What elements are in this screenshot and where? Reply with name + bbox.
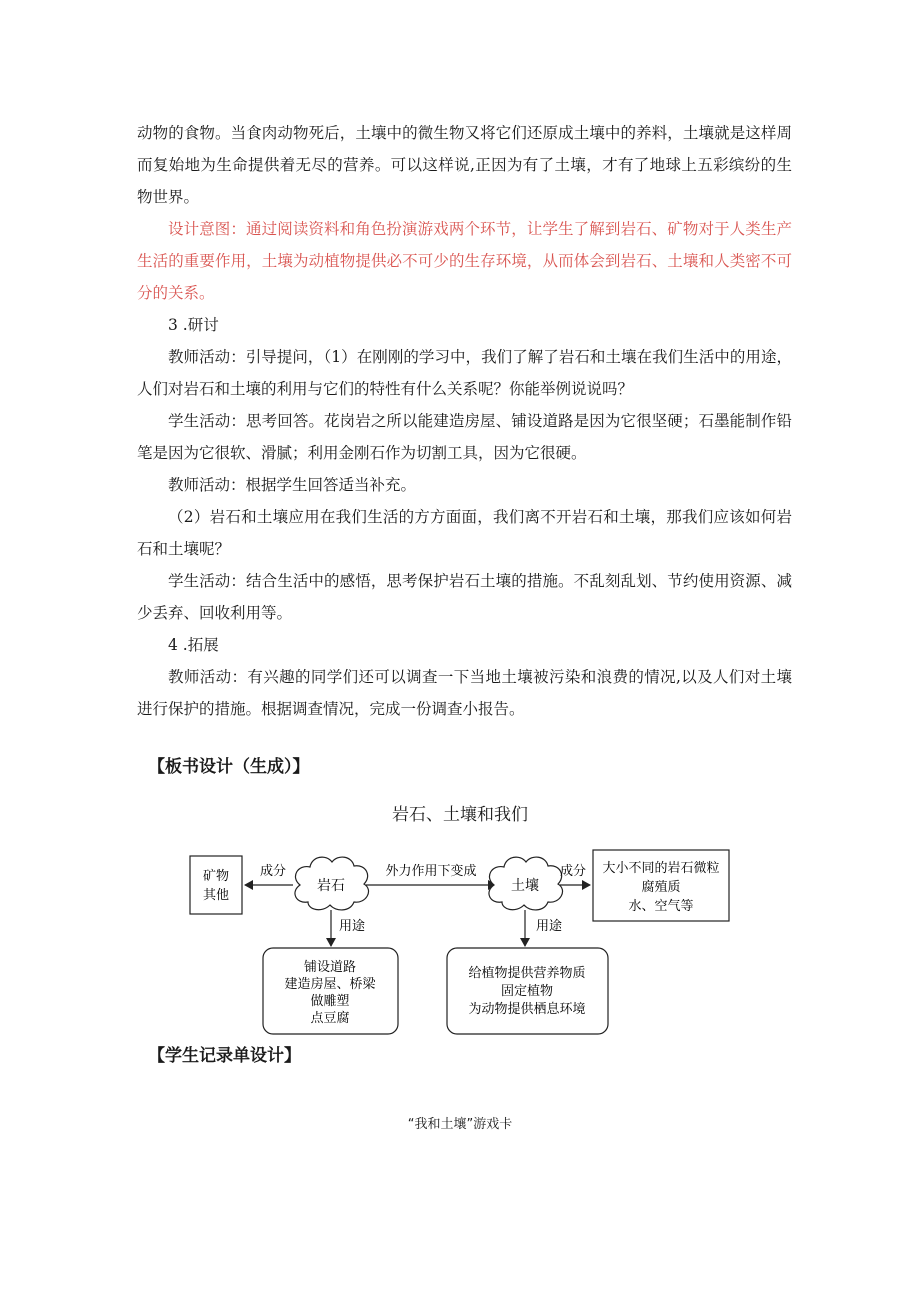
design-intent-paragraph: 设计意图：通过阅读资料和角色扮演游戏两个环节，让学生了解到岩石、矿物对于人类生产生活的重要作用，土壤为动植物提供必不可少的生存环境，从而体会到岩石、土壤和人类密不可分的关系。 — [137, 220, 792, 302]
soil-use-3: 为动物提供栖息环境 — [468, 1002, 586, 1017]
rock-use-1: 铺设道路 — [303, 960, 357, 975]
label-use-left: 用途 — [338, 919, 366, 934]
soil-use-1: 给植物提供营养物质 — [468, 966, 586, 981]
concept-diagram — [0, 842, 920, 1042]
label-component-right: 成分 — [559, 864, 587, 879]
soil-component-3: 水、空气等 — [628, 899, 694, 914]
section-4-heading: 4 .拓展 — [168, 636, 219, 654]
section-3-heading: 3 .研讨 — [168, 316, 219, 334]
others-label: 其他 — [202, 888, 230, 903]
teacher-activity-extension: 教师活动：有兴趣的同学们还可以调查一下当地土壤被污染和浪费的情况,以及人们对土壤进行保护的措施。根据调查情况，完成一份调查小报告。 — [137, 668, 792, 718]
rock-use-2: 建造房屋、桥梁 — [284, 977, 376, 992]
soil-use-2: 固定植物 — [500, 984, 554, 999]
label-component-left: 成分 — [259, 864, 287, 879]
game-card-title: “我和土壤”游戏卡 — [407, 1117, 513, 1132]
teacher-activity-2: 教师活动：根据学生回答适当补充。 — [168, 476, 417, 494]
minerals-label: 矿物 — [202, 869, 230, 884]
minerals-box — [190, 856, 242, 914]
soil-component-2: 腐殖质 — [641, 880, 681, 895]
soil-label: 土壤 — [511, 878, 539, 894]
board-design-heading: 【板书设计（生成）】 — [148, 757, 310, 777]
rock-use-3: 做雕塑 — [310, 994, 350, 1009]
question-2: （2）岩石和土壤应用在我们生活的方方面面，我们离不开岩石和土壤，那我们应该如何岩石和土壤呢？ — [137, 508, 792, 558]
record-design-heading: 【学生记录单设计】 — [148, 1046, 301, 1066]
paragraph-soil-cycle: 动物的食物。当食肉动物死后，土壤中的微生物又将它们还原成土壤中的养料，土壤就是这样周而复始地为生命提供着无尽的营养。可以这样说,正因为有了土壤，才有了地球上五彩缤纷的生物世界。 — [137, 124, 792, 206]
rock-use-4: 点豆腐 — [310, 1011, 350, 1026]
diagram-title: 岩石、土壤和我们 — [392, 805, 528, 825]
student-activity-1: 学生活动：思考回答。花岗岩之所以能建造房屋、铺设道路是因为它很坚硬；石墨能制作铅笔是因为它很软、滑腻；利用金刚石作为切割工具，因为它很硬。 — [137, 412, 792, 462]
soil-component-1: 大小不同的岩石微粒 — [602, 861, 720, 876]
teacher-activity-1: 教师活动：引导提问，（1）在刚刚的学习中，我们了解了岩石和土壤在我们生活中的用途，人们对岩石和土壤的利用与它们的特性有什么关系呢？你能举例说说吗？ — [137, 348, 792, 398]
label-use-right: 用途 — [535, 919, 563, 934]
label-transform: 外力作用下变成 — [385, 864, 477, 879]
student-activity-2: 学生活动：结合生活中的感悟，思考保护岩石土壤的措施。不乱刻乱划、节约使用资源、减少丢弃、回收利用等。 — [137, 572, 792, 622]
rock-label: 岩石 — [317, 878, 345, 894]
